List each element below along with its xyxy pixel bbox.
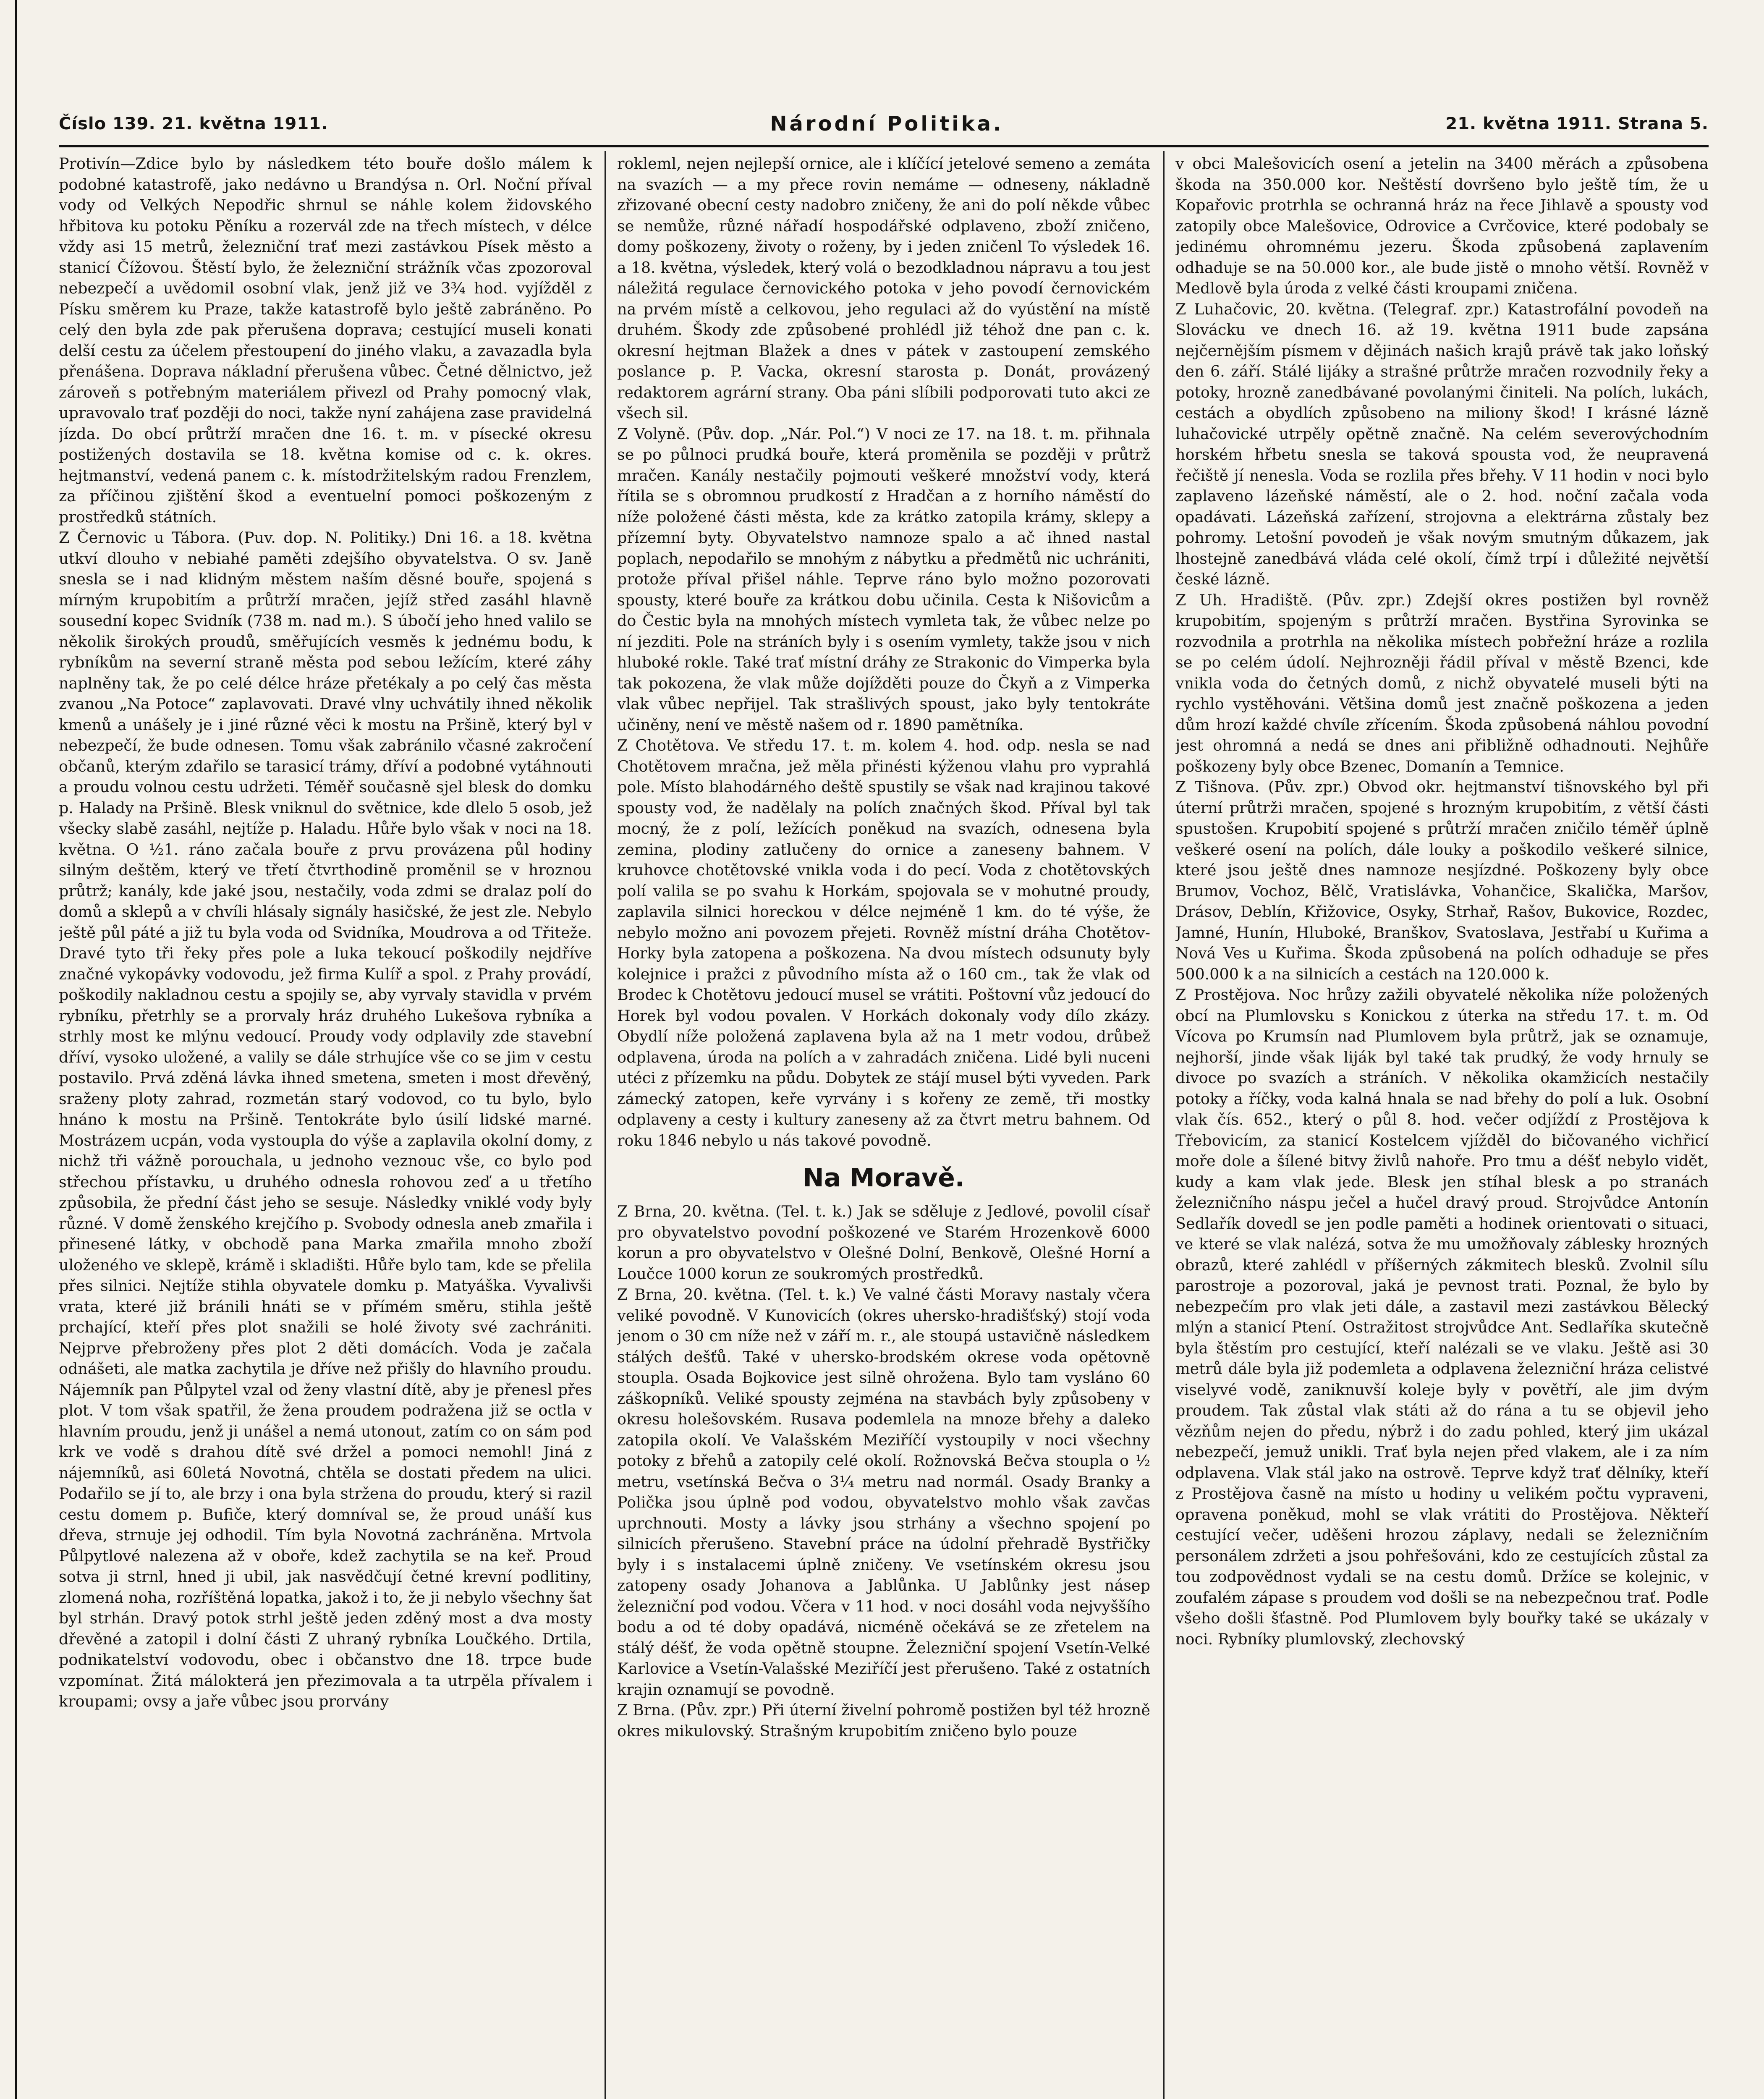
column-3 [1175,153,1709,2099]
header-rule [59,145,1709,147]
article-chotetov: Z Chotětova. Ve středu 17. t. m. kolem 4. hod. odp. nesla se nad Chotětovem mračna, jež měla přinésti kýženou vlahu pro vyprahlá pole. Místo blahodárného deště spustily se však nad krajinou takové spousty vod, že nadělaly na polích značných škod. Příval byl tak mocný, že z polí, ležících poněkud na svazích, odnesena byla zemina, plodiny zatlučeny do ornice a zaneseny bahnem. V kruhovce chotětovské vnikla voda i do pecí. Voda z chotětovských polí valila se po svahu k Horkám, spojovala se v mohutné proudy, zaplavila silnici horeckou v délce nejméně 1 km. do té výše, že nebylo možno ani povozem přejeti. Rovněž místní dráha Chotětov-Horky byla zatopena a poškozena. Na dvou místech odsunuty byly kolejnice i pražci z původního místa až o 160 cm., tak že vlak od Brodec k Chotětovu jedoucí musel se vrátiti. Poštovní vůz jedoucí do Horek byl vodou povalen. V Horkách dokonaly vody dílo zkázy. Obydlí níže položená zaplavena byla až na 1 metr vodou, drůbež odplavena, úroda na polích a v zahradách zničena. Lidé byli nuceni utéci z přízemku na půdu. Dobytek ze stájí musel býti vyveden. Park zámecký zatopen, keře vyrvány i s kořeny ze země, tři mostky odplaveny a cesty i kultury zaneseny až za čtvrt metru bahnem. Od roku 1846 nebylo u nás takové povodně. [617,736,1150,1149]
section-heading-morava: Na Moravě. [803,1163,965,1193]
article-cernovice-cont: rokleml, nejen nejlepší ornice, ale i klíčící jetelové semeno a zemáta na svazích — a my přece rovin nemáme — odneseny, nákladně zřizované obecní cesty nadobro zničeny, že ani do polí někde vůbec se nemůže, různé nářadí hospodářské odplaveno, zboží zničeno, domy poškozeny, životy o roženy, by i jeden zničenl To výsledek 16. a 18. května, výsledek, který volá o bezodkladnou nápravu a tou jest náležitá regulace černovického potoka v jeho povodí černovickém na prvém místě a celkovou, jeho regulaci až do vyústění na místě druhém. Škody zde způsobené prohlédl již téhož dne pan c. k. okresní hejtman Blažek a dnes v pátek v zastoupení zemského poslance p. P. Vacka, okresní starosta p. Donát, provázený redaktorem agrární strany. Oba páni slíbili podporovati tuto akci ze všech sil. [617,154,1150,422]
article-volyne: Z Volyně. (Pův. dop. „Nár. Pol.“) V noci ze 17. na 18. t. m. přihnala se po půlnoci prudká bouře, která proměnila se později v průtrž mračen. Kanály nestačily pojmouti veškeré množství vody, která řítila se s obromnou prudkostí z Hradčan a z horního náměstí do níže položené části města, kde za krátko zatopila krámy, sklepy a přízemní byty. Obyvatelstvo namnoze spalo a ač ihned nastal poplach, nepodařilo se mnohým z nábytku a předmětů nic uchrániti, protože příval přišel náhle. Teprve ráno bylo možno pozorovati spousty, které bouře za krátkou dobu učinila. Cesta k Nišovicům a do Čestic byla na mnohých místech vymleta tak, že vůbec nelze po ní jezditi. Pole na stráních byly i s osením vymlety, takže jsou v nich hluboké rokle. Také trať místní dráhy ze Strakonic do Vimperka byla tak pokozena, že vlak může dojížděti pouze do Čkyň a z Vimperka vlak vůbec nepřijel. Tak strašlivých spoust, jako byly tentokráte učiněny, není ve městě našem od r. 1890 pamětníka. [617,424,1150,734]
article-brno-2: Z Brna, 20. května. (Tel. t. k.) Ve valné části Moravy nastaly včera veliké povodně. V Kunovicích (okres uhersko-hradišťský) stojí voda jenom o 30 cm níže než v září m. r., ale stoupá ustavičně následkem stálých dešťů. Také v uhersko-brodském okrese voda opětovně stoupla. Osada Bojkovice jest silně ohrožena. Bylo tam vysláno 60 záškopníků. Veliké spousty zejména na stavbách byly způsobeny v okresu holešovském. Rusava podemlela na mnoze břehy a daleko zatopila okolí. Ve Valašském Meziříčí vystoupily v noci všechny potoky z břehů a zatopily celé okolí. Rožnovská Bečva stoupla o ½ metru, vsetínská Bečva o 3¼ metru nad normál. Osady Branky a Polička jsou úplně pod vodou, obyvatelstvo mohlo však zavčas uprchnouti. Mosty a lávky jsou strhány a všechno spojení po silnicích přerušeno. Stavební práce na údolní přehradě Bystřičky byly i s instalacemi úplně zničeny. Ve vsetínském okresu jsou zatopeny osady Johanova a Jablůnka. U Jablůnky jest násep železniční pod vodou. Včera v 11 hod. v noci dosáhl voda nejvyššího bodu a od té doby opadává, nicméně očekává se ze zřetelem na stálý déšť, že voda opětně stoupne. Železniční spojení Vsetín-Velké Karlovice a Vsetín-Valašské Meziříčí jest přerušeno. Také z ostatních krajin oznamují se povodně. [617,1285,1150,1699]
article-uh-hradiste: Z Uh. Hradiště. (Pův. zpr.) Zdejší okres postižen byl rovněž krupobitím, spojeným s průtrží mračen. Bystřina Syrovinka se rozvodnila a protrhla na několika místech pobřežní hráze a rozlila se po celém údolí. Nejhrozněji řádil příval v městě Bzenci, kde vnikla voda do četných domů, z nichž obyvatelé museli býti na rychlo vystěhováni. Většina domů jest značně poškozena a jeden dům hrozí každé chvíle zřícením. Škoda způsobená náhlou povodní jest ohromná a nedá se dnes ani přibližně odhadnouti. Nejhůře poškozeny byly obce Bzenec, Domanín a Temnice. [1175,591,1709,775]
left-edge-line [15,0,17,2099]
article-luhacovice: Z Luhačovic, 20. května. (Telegraf. zpr.) Katastrofální povodeň na Slovácku ve dnech 16. až 19. května 1911 bude zapsána nejčernějším písmem v dějinách našich krajů právě tak jako loňský den 6. září. Stálé lijáky a strašné průtrže mračen rozvodnily řeky a potoky, hrozně zanedbávané povolanými činiteli. Na polích, lukách, cestách a obydlích způsobeno na miliony škod! I krásné lázně luhačovické utrpěly opětně značně. Na celém severovýchodním horském hřbetu snesla se taková spousta vod, že neupravená řečiště jí nenesla. Voda se rozlila přes břehy. V 11 hodin v noci bylo zaplaveno lázeňské náměstí, ale o 2. hod. noční začala voda opadávati. Lázeňská zařízení, strojovna a elektrárna zůstaly bez pohromy. Letošní povodeň je však novým smutným důkazem, jak lhostejně zanedbává vláda celé okolí, čímž trpí i důležité největší české lázně. [1175,300,1709,588]
article-columns [59,153,1709,2099]
article-brno-3: Z Brna. (Pův. zpr.) Při úterní živelní pohromě postižen byl též hrozně okres mikulovský. Strašným krupobitím zničeno bylo pouze [617,1701,1150,1740]
date-and-page: 21. května 1911. Strana 5. [1445,114,1709,133]
article-tisnov: Z Tišnova. (Pův. zpr.) Obvod okr. hejtmanství tišnovského byl při úterní průtrži mračen, spojené s hrozným krupobitím, z větší části spustošen. Krupobití spojené s průtrží mračen zničilo téměř úplně veškeré osení na polích, dále louky a poškodilo veškeré silnice, které jsou ještě dnes namnoze nesjízdné. Poškozeny byly obce Brumov, Vochoz, Bělč, Vratislávka, Vohančice, Skalička, Maršov, Drásov, Deblín, Křižovice, Osyky, Strhař, Rašov, Bukovice, Rozdec, Jamné, Hunín, Hluboké, Branškov, Svatoslava, Jestřabí u Kuřima a Nová Ves u Kuřima. Škoda způsobená na polích odhaduje se přes 500.000 k a na silnicích a cestách na 120.000 k. [1175,778,1709,983]
column-1 [59,153,592,2099]
newspaper-title: Národní Politika. [770,112,1004,136]
article-malesovice: v obci Malešovicích osení a jetelin na 3400 měrách a způsobena škoda na 350.000 kor. Neštěstí dovršeno bylo ještě tím, že u Kopařovic protrhla se ochranná hráz na řece Jihlavě a spousty vod zatopily obce Malešovice, Odrovice a Cvrčovice, které podobaly se jedinému ohromnému jezeru. Škoda způsobená zaplavením odhaduje se na 50.000 kor., ale bude jistě o mnoho větší. Rovněž v Medlově byla úroda z velké části kroupami zničena. [1175,154,1709,297]
article-cernovice: Z Černovic u Tábora. (Puv. dop. N. Politiky.) Dni 16. a 18. května utkví dlouho v nebiahé paměti zdejšího obyvatelstva. O sv. Janě snesla se i nad klidným městem naším děsné bouře, spojená s mírným krupobitím a průtrží mračen, jejíž střed zasáhl hlavně sousední kopec Svidník (738 m. nad m.). S úbočí jeho hned valilo se několik širokých proudů, směřujících vesměs k jednému bodu, k rybníkům na severní straně města pod sebou ležícím, které záhy naplněny tak, že po celé délce hráze přetékaly a po celý čas města zvanou „Na Potoce“ zaplavovati. Dravé vlny uchvátily ihned několik kmenů a unášely je i jiné různé věci k mostu na Pršině, který byl v nebezpečí, že bude odnesen. Tomu však zabránilo včasné zakročení občanů, kterým zdařilo se tarasicí trámy, dříví a podobné vytáhnouti a proudu volnou cestu udržeti. Téměř současně sjel blesk do domku p. Halady na Pršině. Blesk vniknul do světnice, kde dlelo 5 osob, jež všecky slabě zasáhl, nejtíže p. Haladu. Hůře bylo však v noci na 18. května. O ½1. ráno začala bouře z prvu provázena půl hodiny silným deštěm, který ve třetí čtvrthodině proměnil se v hroznou průtrž; kanály, kde jaké jsou, nestačily, voda zdmi se dralaz polí do domů a sklepů a v chvíli hlásaly signály hasičské, že jest zle. Nebylo ještě půl páté a již tu byla voda od Svidníka, Moudrova a od Třiteže. Dravé tyto tři řeky přes pole a luka tekoucí poškodily nejdříve značné vykopávky vodovodu, jež firma Kulíř a spol. z Prahy provádí, poškodily nakladnou cestu a spojily se, aby vyrvaly stavidla v prvém rybníku, přetrhly se a prorvaly hráz druhého Lukešova rybníka a strhly most ke mlýnu vedoucí. Proudy vody odplavily zde stavební dříví, vysoko uložené, a valily se dále strhujíce vše co se jim v cestu postavilo. Prvá zděná lávka ihned smetena, smeten i most dřevěný, sraženy ploty zahrad, rozmetán starý vodovod, co tu bylo, bylo hnáno k mostu na Pršině. Tentokráte bylo úsilí lidské marné. Mostrázem ucpán, voda vystoupla do výše a zaplavila okolní domy, z nichž tři vážně porouchala, u jednoho veznouc vše, co bylo pod střechou přístavku, u druhého odnesla rohovou zeď a u třetího způsobila, že přední část jeho se sesuje. Následky vniklé vody byly různé. V domě ženského krejčího p. Svobody odnesla aneb zmařila i přinesené látky, v obchodě pana Marka zmařila mnoho zboží uloženého ve sklepě, krámě i skladišti. Hůře bylo tam, kde se přelila přes silnici. Nejtíže stihla obyvatele domku p. Matyáška. Vyvalivši vrata, které již bránili hnáti se v přímém směru, stihla ještě prchající, kteří přes plot snažili se holé životy své zachrániti. Nejprve přebroženy přes plot 2 děti domácích. Voda je začala odnášeti, ale matka zachytila je dříve než přišly do hlavního proudu. Nájemník pan Půlpytel vzal od ženy vlastní dítě, aby je přenesl přes plot. V tom však spatřil, že žena proudem podražena již se octla v hlavním proudu, jenž ji unášel a nemá utonout, zatím co on sám pod krk ve vodě s drahou dítě své držel a pomoci nemohl! Jiná z nájemníků, asi 60letá Novotná, chtěla se dostati předem na ulici. Podařilo se jí to, ale brzy i ona byla stržena do proudu, který si razil cestu domem p. Bufiče, který domníval se, že proud unáší kus dřeva, strnuje jej odhodil. Tím byla Novotná zachráněna. Mrtvola Půlpytlové nalezena až v oboře, kdež zachytila se na keř. Proud sotva ji strnl, hned ji ubil, jak nasvědčují četné krevní podlitiny, zlomená noha, rozříštěná lopatka, jakož i to, že ji nebylo všechny šat byl strhán. Dravý potok strhl ještě jeden zděný most a dva mosty dřevěné a zatopil i dolní části Z uhraný rybníka Loučkého. Drtila, podnikatelství vodovodu, obec i občanstvo dne 18. trpce bude vzpomínat. Žitá málokterá jen přezimovala a ta utrpěla přívalem i kroupami; ovsy a jaře vůbec jsou prorvány [59,529,592,1710]
article-prostejov: Z Prostějova. Noc hrůzy zažili obyvatelé několika níže položených obcí na Plumlovsku s Konickou z úterka na středu 17. t. m. Od Vícova po Krumsín nad Plumlovem byla průtrž, jak se oznamuje, nejhorší, jinde však liják byl také tak prudký, že vody hrnuly se divoce po svazích a stráních. V několika okamžicích nestačily potoky a říčky, voda kalná hnala se nad břehy do polí a luk. Osobní vlak čís. 652., který o půl 8. hod. večer odjíždí z Prostějova k Třebovicím, za stanicí Kostelcem vjížděl do bičovaného vichřicí moře dole a šílené bitvy živlů nahoře. Pro tmu a déšť nebylo vidět, kudy a kam vlak jede. Blesk jen stíhal blesk a po stranách železničního náspu ječel a hučel dravý proud. Strojvůdce Antonín Sedlařík dovedl se jen podle paměti a hodinek orientovati o situaci, ve které se vlak nalézá, sotva že mu umožňovaly záblesky hrozných obrazů, které zahlédl v příšerných zákmitech blesků. Zvolnil sílu parostroje a pozoroval, jaká je pevnost trati. Poznal, že bylo by nebezpečím pro vlak jeti dále, a zastavil mezi zastávkou Bělecký mlýn a stanicí Ptení. Ostražitost strojvůdce Ant. Sedlaříka skutečně byla štěstím pro cestující, kteří nalézali se ve vlaku. Ještě asi 30 metrů dále byla již podemleta a odplavena železniční hráza celistvé viselyvé vodě, zaniknuvší koleje byly v povětří, ale jim dvým proudem. Tak zůstal vlak státi až do rána a tu se objevil jeho vězňům nejen do předu, nýbrž i do zadu pohled, který jim ukázal nebezpečí, jemuž unikli. Trať byla nejen před vlakem, ale i za ním odplavena. Vlak stál jako na ostrově. Teprve když trať dělníky, kteří z Prostějova časně na místo u hodiny u velikém počtu vypraveni, opravena poněkud, mohl se vlak vrátiti do Prostějova. Někteří cestující večer, uděšeni hrozou záplavy, nedali se železničním personálem zdržeti a jsou pohřešováni, kdo ze cestujících zůstal za tou zodpovědnost vydali se na cestu domů. Držíce se kolejnic, v zoufalém zápase s proudem vod došli se na nebezpečnou trať. Podle všeho došli šťastně. Pod Plumlovem byly bouřky také se ukázaly v noci. Rybníky plumlovský, zlechovský [1175,986,1709,1648]
issue-number: Číslo 139. 21. května 1911. [59,114,328,133]
article-protivin: Protivín—Zdice bylo by následkem této bouře došlo málem k podobné katastrofě, jako nedávno u Brandýsa n. Orl. Noční příval vody od Velkých Nepodřic shrnul se náhle kolem židovského hřbitova ku potoku Pěníku a rozervál zde na třech místech, v délce vždy asi 15 metrů, železniční trať mezi zastávkou Písek město a stanicí Čížovou. Štěstí bylo, že železniční strážník včas zpozoroval nebezpečí a uvědomil osobní vlak, jenž již ve 3¾ hod. vyjížděl z Písku směrem ku Praze, takže katastrofě bylo ještě zabráněno. Po celý den byla zde pak přerušena doprava; cestující museli konati delší cestu za účelem přestoupení do jiného vlaku, a zavazadla byla přenášena. Doprava nákladní přerušena vůbec. Četné dělnictvo, jež zároveň s potřebným materiálem přivezl od Prahy pomocný vlak, upravovalo trať později do noci, takže nyní zahájena zase pravidelná jízda. Do obcí průtrží mračen dne 16. t. m. v písecké okresu postižených dostavila se 18. května komise od c. k. okres. hejtmanství, vedená panem c. k. místodržitelským radou Frenzlem, za příčinou zjištění škod a eventuelní pomoci poškozeným z prostředků státních. [59,154,592,526]
article-brno-1: Z Brna, 20. května. (Tel. t. k.) Jak se sděluje z Jedlové, povolil císař pro obyvatelstvo povodní poškozené ve Starém Hrozenkově 6000 korun a pro obyvatelstvo v Olešné Dolní, Benkově, Olešné Horní a Loučce 1000 korun ze soukromých prostředků. [617,1202,1150,1283]
page-header [59,105,1709,143]
column-2 [617,153,1150,2099]
